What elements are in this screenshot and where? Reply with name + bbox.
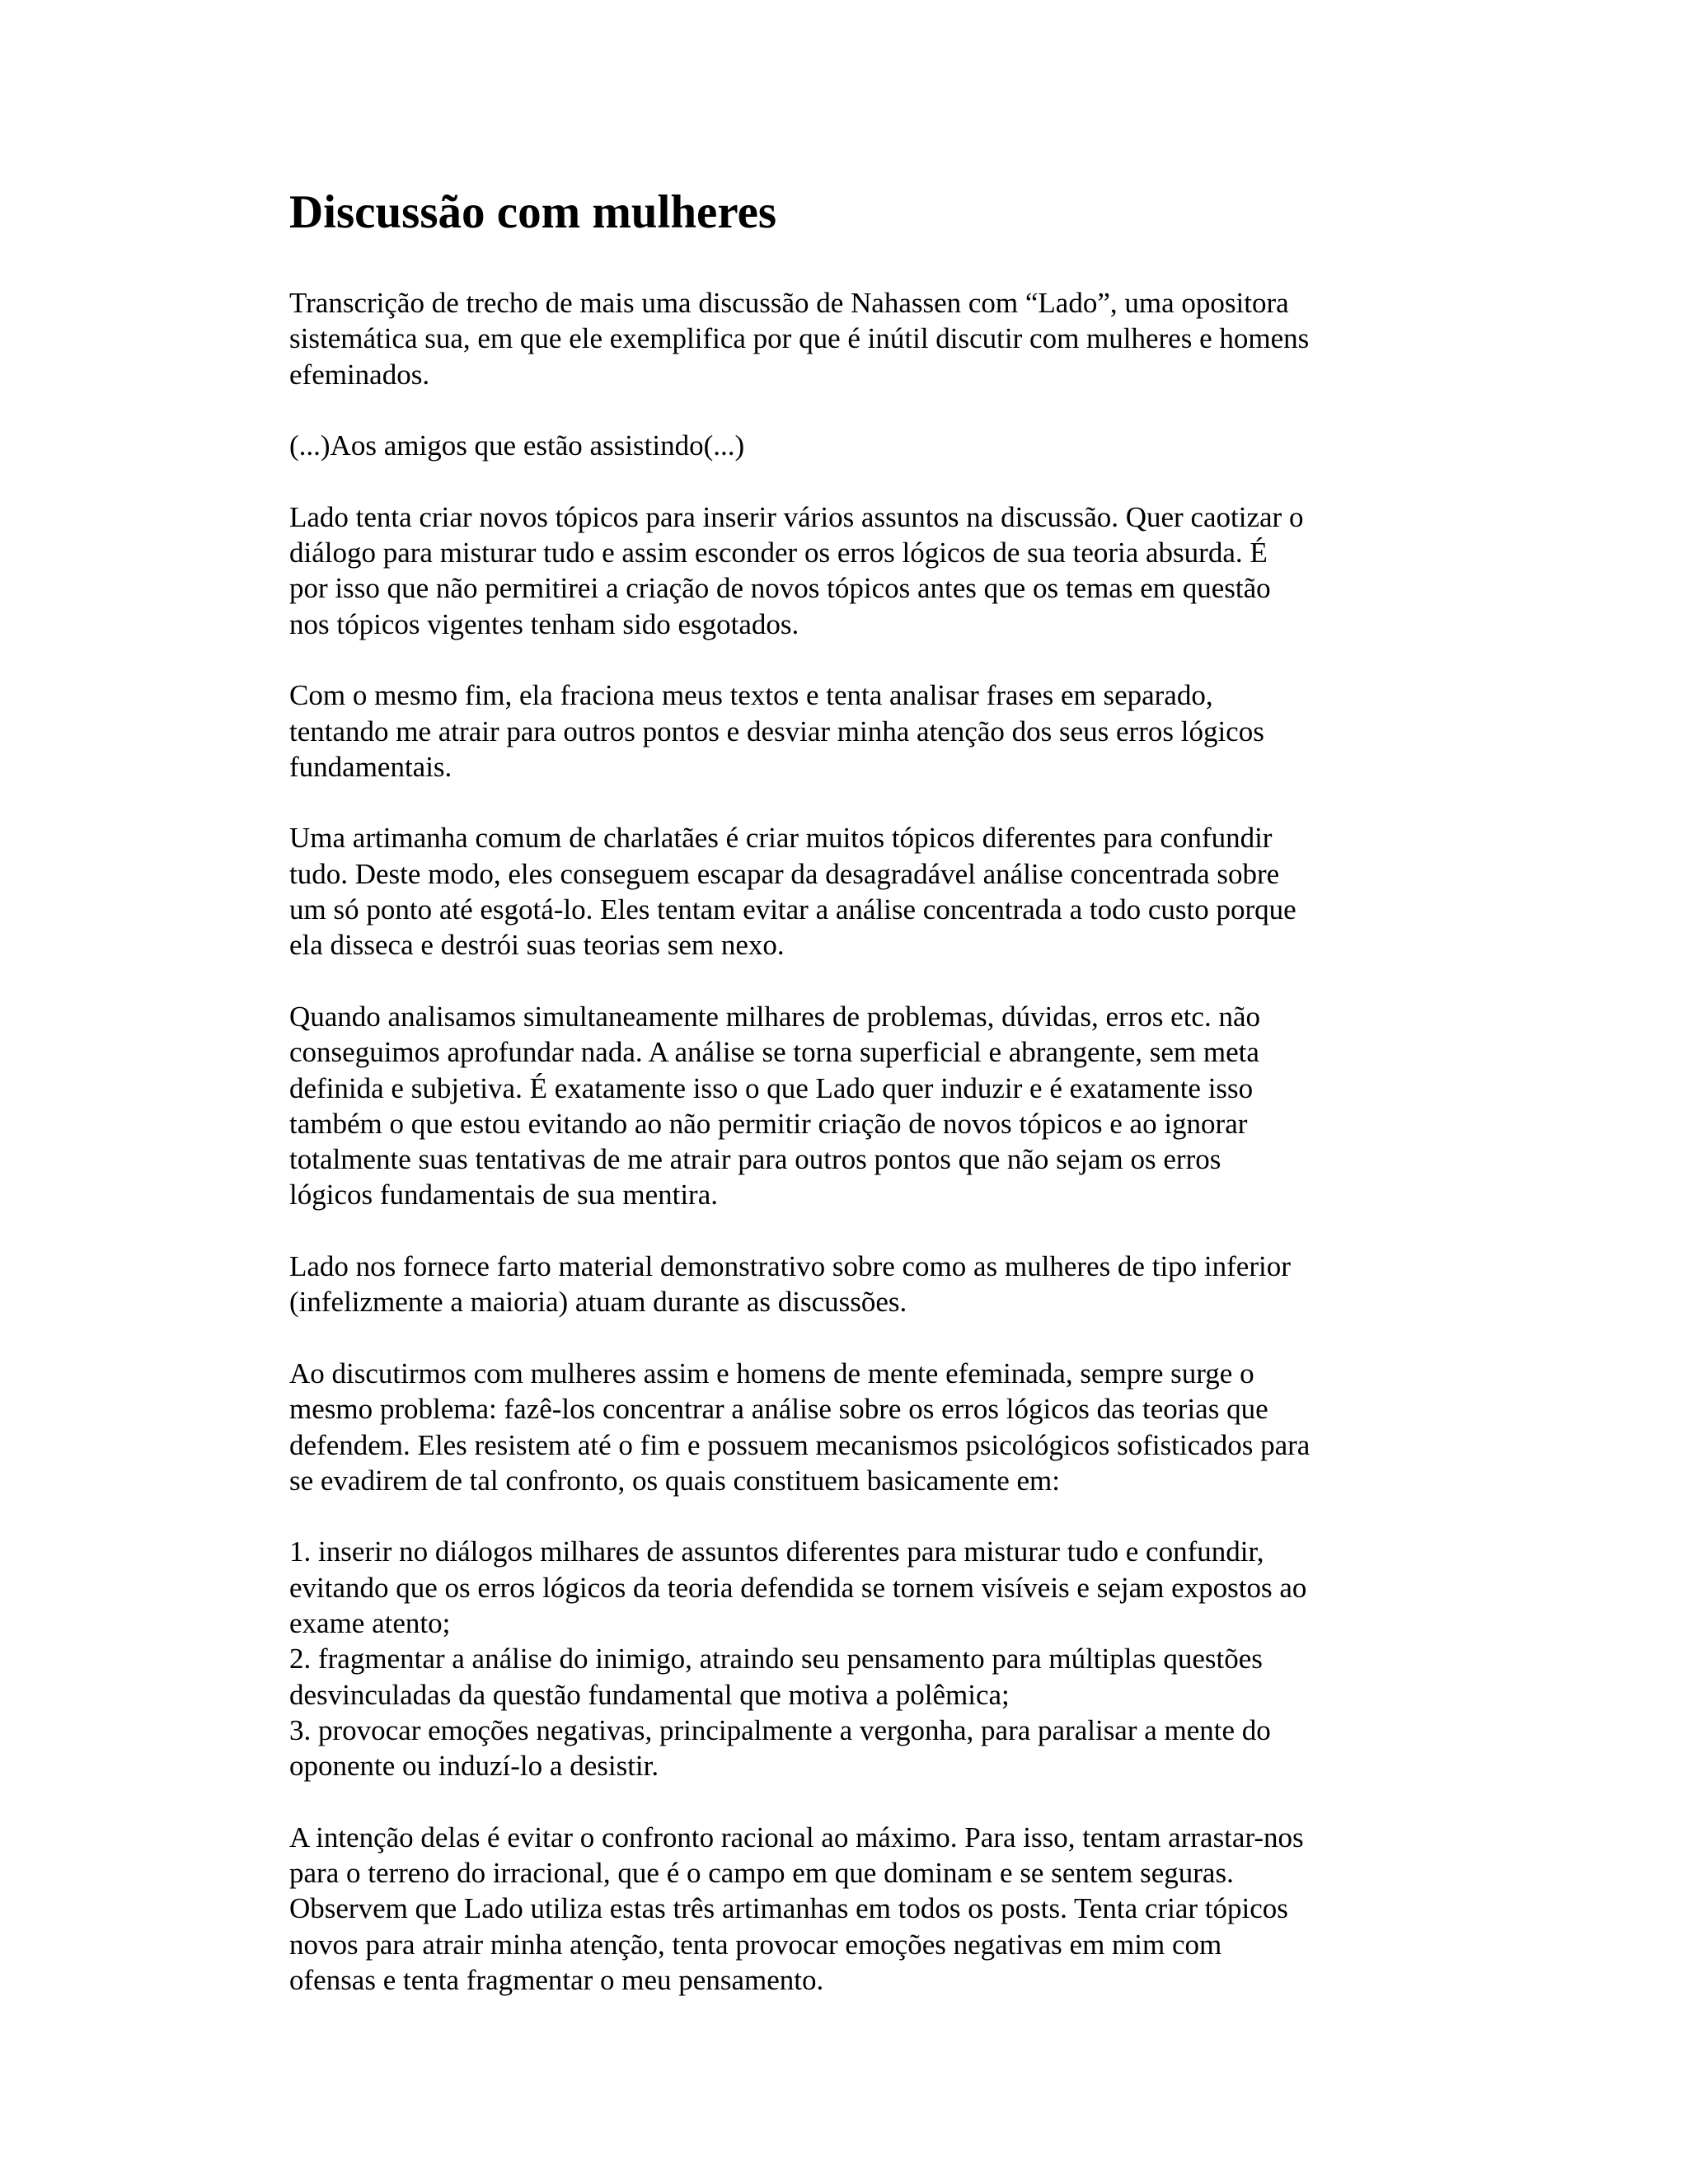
- paragraph-line: A intenção delas é evitar o confronto racional ao máximo. Para isso, tentam arrastar-nos: [289, 1821, 1304, 1854]
- paragraph-line: tudo. Deste modo, eles conseguem escapar da desagradável análise concentrada sobre: [289, 857, 1280, 890]
- paragraph: [289, 820, 1386, 963]
- paragraph-line: para o terreno do irracional, que é o campo em que dominam e se sentem seguras.: [289, 1857, 1234, 1890]
- paragraph-line: exame atento;: [289, 1606, 451, 1639]
- paragraph-line: 3. provocar emoções negativas, principalmente a vergonha, para paralisar a mente do: [289, 1713, 1271, 1746]
- paragraph-line: se evadirem de tal confronto, os quais constituem basicamente em:: [289, 1464, 1060, 1497]
- paragraph: [289, 428, 1386, 463]
- paragraph-line: Uma artimanha comum de charlatães é criar muitos tópicos diferentes para confundir: [289, 822, 1273, 855]
- paragraph-line: ela disseca e destrói suas teorias sem nexo.: [289, 929, 785, 962]
- paragraph-line: Observem que Lado utiliza estas três artimanhas em todos os posts. Tenta criar tópicos: [289, 1892, 1288, 1925]
- paragraph-line: ofensas e tenta fragmentar o meu pensamento.: [289, 1963, 824, 1996]
- paragraph-line: lógicos fundamentais de sua mentira.: [289, 1179, 718, 1212]
- paragraph-line: 2. fragmentar a análise do inimigo, atraindo seu pensamento para múltiplas questões: [289, 1643, 1263, 1675]
- document-body: [289, 285, 1386, 1998]
- document-title: Discussão com mulheres: [289, 186, 777, 238]
- paragraph-line: 1. inserir no diálogos milhares de assuntos diferentes para misturar tudo e confundir,: [289, 1535, 1264, 1568]
- paragraph-line: Ao discutirmos com mulheres assim e homens de mente efeminada, sempre surge o: [289, 1357, 1254, 1390]
- paragraph-line: sistemática sua, em que ele exemplifica por que é inútil discutir com mulheres e homens: [289, 322, 1310, 355]
- paragraph: [289, 1534, 1386, 1783]
- document-page: [289, 183, 1386, 2034]
- paragraph: [289, 677, 1386, 785]
- paragraph-line: tentando me atrair para outros pontos e desviar minha atenção dos seus erros lógicos: [289, 715, 1264, 748]
- paragraph-line: também o que estou evitando ao não permitir criação de novos tópicos e ao ignorar: [289, 1107, 1248, 1140]
- paragraph-line: Com o mesmo fim, ela fraciona meus textos e tenta analisar frases em separado,: [289, 679, 1213, 712]
- paragraph-line: por isso que não permitirei a criação de novos tópicos antes que os temas em questão: [289, 572, 1271, 605]
- paragraph-line: defendem. Eles resistem até o fim e possuem mecanismos psicológicos sofisticados para: [289, 1428, 1311, 1461]
- paragraph-line: mesmo problema: fazê-los concentrar a análise sobre os erros lógicos das teorias que: [289, 1393, 1268, 1426]
- paragraph-line: um só ponto até esgotá-lo. Eles tentam evitar a análise concentrada a todo custo porque: [289, 893, 1296, 926]
- paragraph-line: Lado tenta criar novos tópicos para inserir vários assuntos na discussão. Quer caotizar o: [289, 500, 1304, 533]
- paragraph-line: (...)Aos amigos que estão assistindo(...): [289, 429, 745, 462]
- paragraph-line: conseguimos aprofundar nada. A análise se torna superficial e abrangente, sem meta: [289, 1036, 1259, 1069]
- paragraph-line: oponente ou induzí-lo a desistir.: [289, 1750, 659, 1783]
- paragraph: [289, 999, 1386, 1213]
- paragraph: [289, 1249, 1386, 1320]
- paragraph: [289, 499, 1386, 642]
- paragraph-line: Quando analisamos simultaneamente milhares de problemas, dúvidas, erros etc. não: [289, 1000, 1260, 1033]
- paragraph-line: diálogo para misturar tudo e assim esconder os erros lógicos de sua teoria absurda. É: [289, 537, 1268, 569]
- paragraph-line: fundamentais.: [289, 750, 452, 783]
- paragraph-line: desvinculadas da questão fundamental que motiva a polêmica;: [289, 1678, 1010, 1711]
- paragraph-line: nos tópicos vigentes tenham sido esgotados.: [289, 607, 799, 640]
- paragraph-line: definida e subjetiva. É exatamente isso o que Lado quer induzir e é exatamente isso: [289, 1071, 1254, 1104]
- paragraph-line: evitando que os erros lógicos da teoria defendida se tornem visíveis e sejam expostos ao: [289, 1571, 1307, 1604]
- paragraph-line: totalmente suas tentativas de me atrair para outros pontos que não sejam os erros: [289, 1143, 1221, 1176]
- paragraph: [289, 1820, 1386, 1998]
- paragraph: [289, 285, 1386, 392]
- paragraph-line: Lado nos fornece farto material demonstrativo sobre como as mulheres de tipo inferior: [289, 1250, 1291, 1283]
- paragraph: [289, 1356, 1386, 1498]
- paragraph-line: (infelizmente a maioria) atuam durante as discussões.: [289, 1286, 907, 1319]
- paragraph-line: efeminados.: [289, 358, 430, 391]
- paragraph-line: Transcrição de trecho de mais uma discussão de Nahassen com “Lado”, uma opositora: [289, 287, 1289, 319]
- paragraph-line: novos para atrair minha atenção, tenta provocar emoções negativas em mim com: [289, 1928, 1222, 1961]
